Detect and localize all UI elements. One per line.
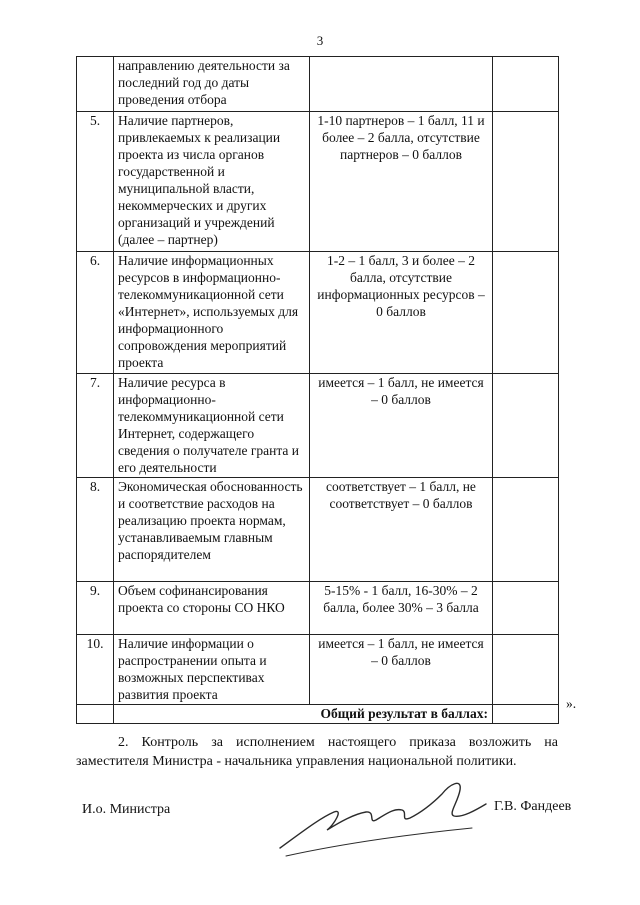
criterion-text: Наличие информационных ресурсов в информационно-телекоммуникационной сети «Интернет», используемых для информационного сопровождения мероприятий проекта (114, 252, 310, 374)
table-row (77, 252, 559, 374)
criterion-text: Наличие партнеров, привлекаемых к реализации проекта из числа органов государственной и муниципальной власти, некоммерческих и других организаций и учреждений (далее – партнер) (114, 112, 310, 252)
handwritten-signature (272, 770, 492, 860)
row-number: 8. (77, 478, 114, 582)
score-rule: 1-2 – 1 балл, 3 и более – 2 балла, отсутствие информационных ресурсов – 0 баллов (310, 252, 493, 374)
table-row (77, 57, 559, 112)
criterion-text: Наличие информации о распространении опыта и возможных перспективах развития проекта (114, 635, 310, 705)
row-number: 9. (77, 582, 114, 635)
criterion-text: Наличие ресурса в информационно-телекоммуникационной сети Интернет, содержащего сведения о получателе гранта и его деятельности (114, 374, 310, 478)
table-row (77, 635, 559, 705)
score-cell (493, 635, 559, 705)
score-rule: имеется – 1 балл, не имеется – 0 баллов (310, 635, 493, 705)
table-row (77, 582, 559, 635)
page-number: 3 (316, 33, 324, 48)
score-cell (493, 112, 559, 252)
row-number: 7. (77, 374, 114, 478)
score-cell (493, 478, 559, 582)
total-row (77, 705, 559, 724)
score-rule (310, 57, 493, 112)
criteria-table (76, 56, 559, 724)
score-rule: 5-15% - 1 балл, 16-30% – 2 балла, более 30% – 3 балла (310, 582, 493, 635)
closing-quote: ». (566, 696, 577, 711)
criterion-text: направлению деятельности за последний год до даты проведения отбора (114, 57, 310, 112)
table-row (77, 478, 559, 582)
criterion-text: Объем софинансирования проекта со стороны СО НКО (114, 582, 310, 635)
score-cell (493, 582, 559, 635)
score-rule: соответствует – 1 балл, не соответствует – 0 баллов (310, 478, 493, 582)
table-row (77, 374, 559, 478)
signatory-name: Г.В. Фандеев (494, 799, 572, 814)
score-rule: имеется – 1 балл, не имеется – 0 баллов (310, 374, 493, 478)
paragraph-2: 2. Контроль за исполнением настоящего приказа возложить на заместителя Министра - начальника управления национальной политики. (76, 735, 558, 769)
signatory-position: И.о. Министра (82, 802, 171, 817)
criterion-text: Экономическая обоснованность и соответствие расходов на реализацию проекта нормам, устанавливаемым главным распорядителем (114, 478, 310, 582)
score-cell (493, 57, 559, 112)
row-number: 6. (77, 252, 114, 374)
total-label: Общий результат в баллах: (114, 705, 493, 724)
score-rule: 1-10 партнеров – 1 балл, 11 и более – 2 балла, отсутствие партнеров – 0 баллов (310, 112, 493, 252)
table-row (77, 112, 559, 252)
score-cell (493, 374, 559, 478)
row-number: 5. (77, 112, 114, 252)
total-score-cell (493, 705, 559, 724)
row-number: 10. (77, 635, 114, 705)
score-cell (493, 252, 559, 374)
row-number (77, 57, 114, 112)
total-empty-cell (77, 705, 114, 724)
